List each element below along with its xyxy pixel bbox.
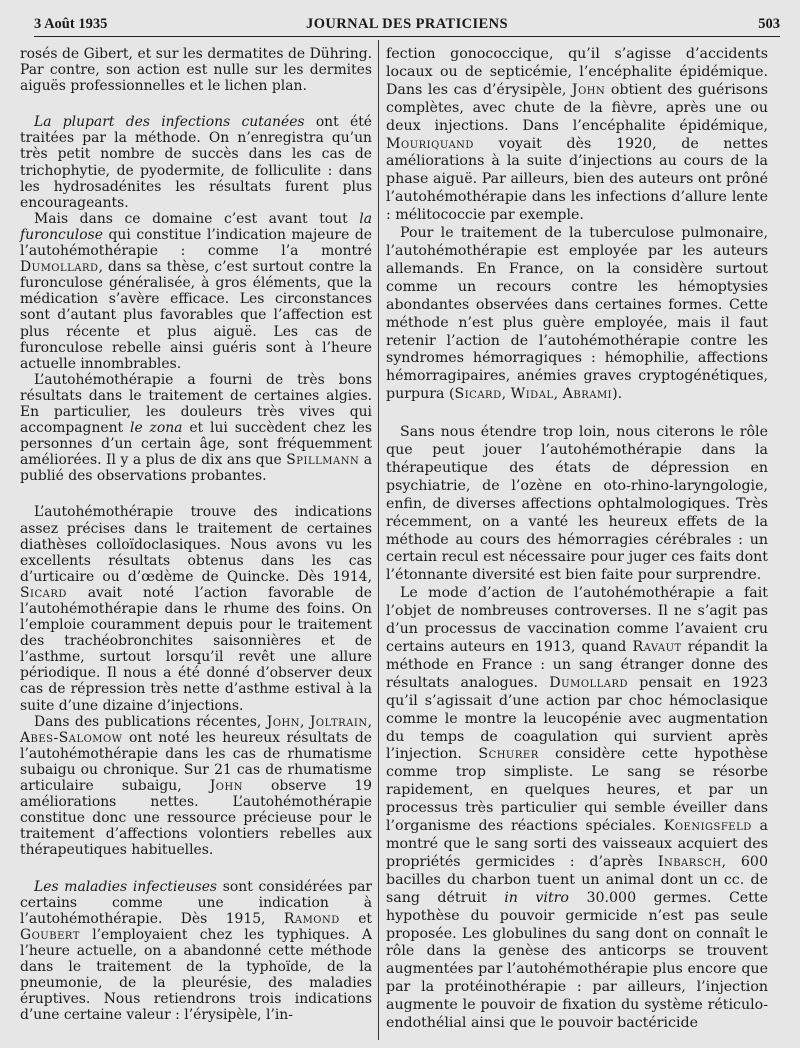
author-name: Inbarsch bbox=[657, 853, 722, 870]
author-name: John bbox=[209, 778, 243, 795]
paragraph: L’autohémothérapie trouve des indications assez précises dans le traitement de certaines diathèses colloïdoclasiques. Nous avons vu les excellents résultats obtenus dans les cas d’urticaire ou d’œdème de Quincke. Dès 1914, Sicard avait noté l’action favorable de l’autohémothérapie dans le rhume des foins. On l’emploie couramment depuis pour le traitement des trachéobronchites saisonnières et de l’asthme, surtout lorsqu’il revêt une allure périodique. Il nous a été donné d’observer deux cas de répression très nette d’asthme estival à la suite d’une dizaine d’injections. bbox=[20, 504, 372, 714]
left-column bbox=[20, 46, 372, 1023]
author-name: Sicard bbox=[20, 584, 67, 601]
issue-date: 3 Août 1935 bbox=[34, 16, 108, 32]
author-name: John bbox=[266, 713, 300, 730]
author-name: Ravaut bbox=[632, 639, 682, 655]
author-name: Dumollard bbox=[20, 259, 99, 276]
paragraph: Le mode d’action de l’autohémothérapie a fait l’objet de nombreuses controverses. Il ne s’agit pas d’un processus de vaccination comme l’avaient cru certains auteurs en 1913, quand Ravaut répandit la méthode en France : un sang étranger donne des résultats analogues. Dumollard pensait en 1923 qu’il s’agissait d’une action par choc hémoclasique comme le montre la leucopénie avec augmentation du temps de coagulation qui survient après l’injection. Schurer considère cette hypothèse comme trop simpliste. Le sang se résorbe rapidement, en quelques heures, et par un processus très particulier qui semble éveiller dans l’organisme des réactions spéciales. Koenigsfeld a montré que le sang sorti des vaisseaux acquiert des propriétés germicides : d’après Inbarsch, 600 bacilles du charbon tuent un animal dont un cc. de sang détruit in vitro 30.000 germes. Cette hypothèse du pouvoir germicide n’est pas seule proposée. Les globulines du sang dont on connaît le rôle dans la genèse des anticorps se trouvent augmentées par l’autohémothérapie plus encore que par la protéinothérapie : par ailleurs, l’injection augmente le pouvoir de fixation du système réticulo-endothélial ainsi que le pouvoir bactéricide bbox=[386, 585, 768, 1032]
paragraph: Pour le traitement de la tuberculose pulmonaire, l’autohémothérapie est employée par les auteurs allemands. En France, on la considère surtout comme un recours contre les hémoptysies abondantes observées dans certaines formes. Cette méthode n’est plus guère employée, mais il faut retenir l’action de l’autohémothérapie contre les syndromes hémorragiques : hémophilie, affections hémorragipaires, anémies graves cryptogénétiques, purpura (Sicard, Widal, Abrami). bbox=[386, 225, 768, 403]
author-name: Koenigsfeld bbox=[663, 818, 752, 835]
right-column bbox=[386, 46, 768, 1033]
author-name: Sicard bbox=[454, 386, 502, 403]
page-header bbox=[34, 14, 780, 37]
journal-title: JOURNAL DES PRATICIENS bbox=[306, 16, 508, 32]
author-name: Widal bbox=[510, 386, 554, 403]
paragraph: Dans des publications récentes, John, Joltrain, Abes-Salomow ont noté les heureux résultats de l’autohémothérapie dans les cas de rhumatisme subaigu ou chronique. Sur 21 cas de rhumatisme articulaire subaigu, John observe 19 améliorations nettes. L’autohémothérapie constitue donc une ressource précieuse pour le traitement d’affections volontiers rebelles aux thérapeutiques habituelles. bbox=[20, 713, 372, 859]
paragraph: rosés de Gibert, et sur les dermatites de Dühring. Par contre, son action est nulle sur les dermites aiguës professionnelles et le lichen plan. bbox=[20, 46, 372, 95]
paragraph: Mais dans ce domaine c’est avant tout la furonculose qui constitue l’indication majeure de l’autohémothérapie : comme l’a montré Dumollard, dans sa thèse, c’est surtout contre la furonculose généralisée, à gros éléments, que la médication s’avère efficace. Les circonstances sont d’autant plus favorables que l’affection est plus récente et plus aiguë. Les cas de furonculose rebelle ainsi guéris sont à l’heure actuelle innombrables. bbox=[20, 210, 372, 372]
paragraph: Sans nous étendre trop loin, nous citerons le rôle que peut jouer l’autohémothérapie dans la thérapeutique des états de dépression en psychiatrie, de l’ozène en oto-rhino-laryngologie, enfin, de diverses affections ophtalmologiques. Très récemment, on a vanté les heureux effets de la méthode au cours des hémorragies cérébrales : un certain recul est nécessaire pour juger ces faits dont l’étonnante diversité est bien faite pour surprendre. bbox=[386, 424, 768, 584]
paragraph: La plupart des infections cutanées ont été traitées par la méthode. On n’enregistra qu’un très petit nombre de succès dans les cas de trichophytie, de pyodermite, de folliculite : dans les hydrosadénites les résultats furent plus encourageants. bbox=[20, 114, 372, 211]
author-name: Ramond bbox=[283, 910, 340, 927]
column-divider bbox=[378, 40, 379, 1040]
paragraph: L’autohémothérapie a fourni de très bons résultats dans le traitement de certaines algies. En particulier, les douleurs très vives qui accompagnent le zona et lui succèdent chez les personnes d’un certain âge, sont fréquemment améliorées. Il y a plus de dix ans que Spillmann a publié des observations probantes. bbox=[20, 371, 372, 485]
page-number: 503 bbox=[758, 16, 780, 32]
author-name: Joltrain bbox=[309, 713, 368, 730]
paragraph: fection gonococcique, qu’il s’agisse d’accidents locaux ou de septicémie, l’encéphalite épidémique. Dans les cas d’érysipèle, John obtient des guérisons complètes, avec chute de la fièvre, après une ou deux injections. Dans l’encéphalite épidémique, Mouriquand voyait dès 1920, de nettes améliorations à la suite d’injections au cours de la phase aiguë. Par ailleurs, bien des auteurs ont prôné l’autohémothérapie dans les infections d’allure lente : mélitococcie par exemple. bbox=[386, 46, 768, 224]
author-name: Mouriquand bbox=[386, 135, 474, 152]
author-name: Goubert bbox=[20, 926, 80, 943]
author-name: John bbox=[571, 81, 606, 98]
author-name: Dumollard bbox=[549, 674, 629, 691]
paragraph: Les maladies infectieuses sont considérées par certains comme une indication à l’autohémothérapie. Dès 1915, Ramond et Goubert l’employaient chez les typhiques. A l’heure actuelle, on a abandonné cette méthode dans le traitement de la typhoïde, de la pneumonie, de la pleurésie, des maladies éruptives. Nous retiendrons trois indications d’une certaine valeur : l’érysipèle, l’in- bbox=[20, 878, 373, 1024]
author-name: Schurer bbox=[478, 746, 539, 763]
author-name: Abrami bbox=[562, 386, 613, 403]
author-name: Spillmann bbox=[286, 452, 360, 469]
author-name: Abes-Salomow bbox=[20, 729, 123, 746]
